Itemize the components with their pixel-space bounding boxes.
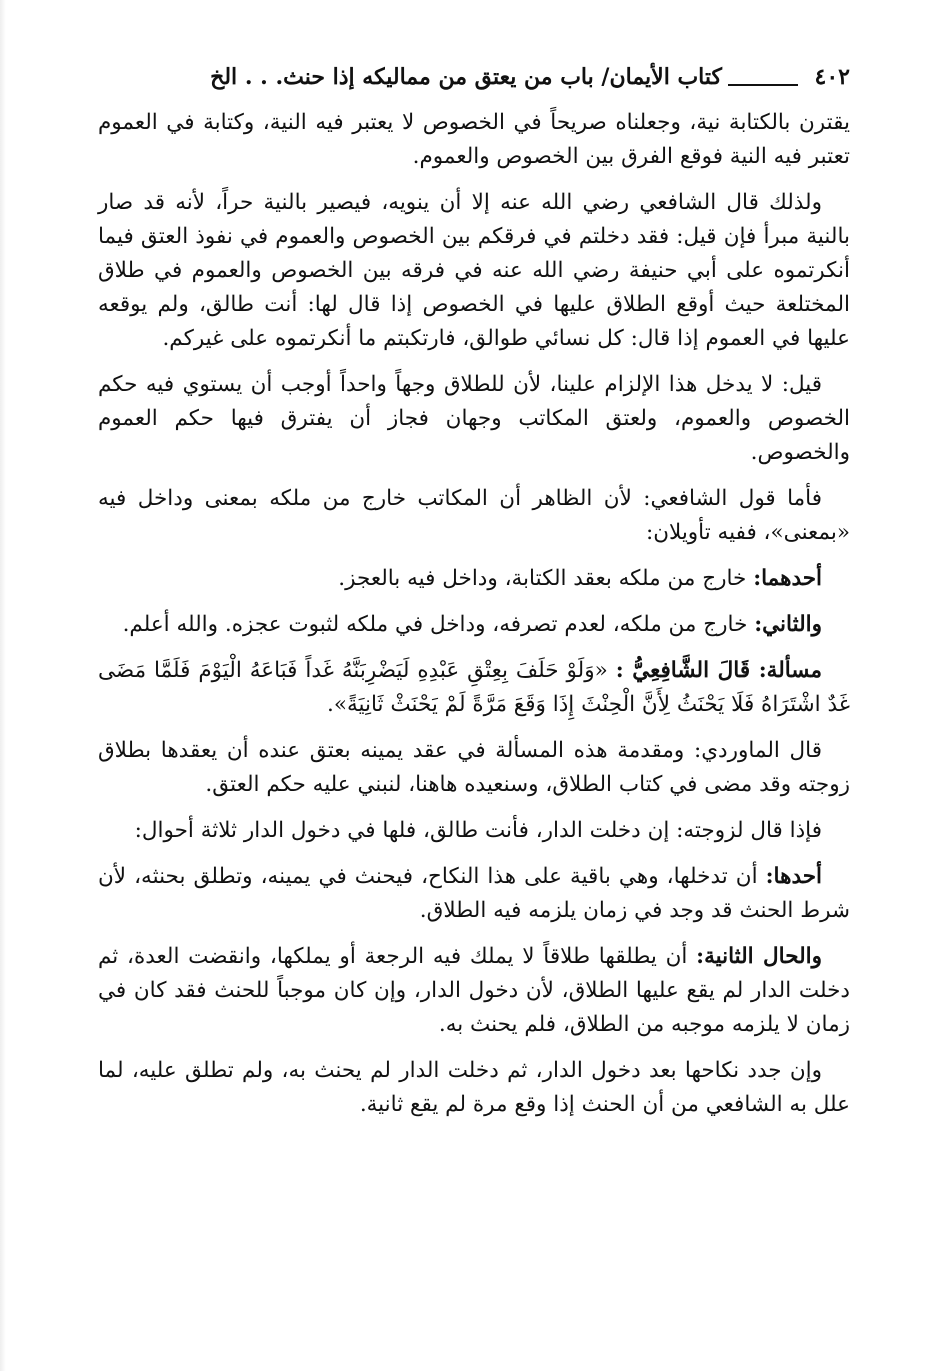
paragraph-text: فإذا قال لزوجته: إن دخلت الدار، فأنت طالق، فلها في دخول الدار ثلاثة أحوال: (134, 818, 822, 843)
paragraph (98, 814, 850, 848)
paragraph (98, 860, 850, 928)
paragraph (98, 186, 850, 356)
paragraph-lead: والحال الثانية: (696, 944, 822, 969)
paragraph (98, 368, 850, 470)
masala-lead: مسألة: قَالَ الشَّافِعِيُّ : (615, 658, 822, 683)
paragraph-lead: والثاني: (754, 612, 822, 637)
paragraph (98, 482, 850, 550)
paragraph-text: وإن جدد نكاحها بعد دخول الدار، ثم دخلت الدار لم يحنث به، ولم تطلق عليه، لما علل به الشافعي من أن الحنث إذا وقع مرة لم يقع ثانية. (98, 1058, 850, 1117)
running-title: كتاب الأيمان/ باب من يعتق من مماليكه إذا حنث. . . الخ (210, 64, 722, 90)
paragraph-text: أن يطلقها طلاقاً لا يملك فيه الرجعة أو يملكها، وانقضت العدة، ثم دخلت الدار لم يقع عليها الطلاق، لأن دخول الدار، وإن كان موجباً للحنث فقد كان في زمان لا يلزمه موجبه من الطلاق، فلم يحنث به. (98, 944, 850, 1037)
paragraph-text: قال الماوردي: ومقدمة هذه المسألة في عقد يمينه بعتق عنده أن يعقدها بطلاق زوجته وقد مضى في كتاب الطلاق، وسنعيده هاهنا، لنبني عليه حكم العتق. (98, 738, 850, 797)
paragraph-text: قيل: لا يدخل هذا الإلزام علينا، لأن للطلاق وجهاً واحداً أوجب أن يستوي فيه حكم الخصوص والعموم، ولعتق المكاتب وجهان فجاز أن يفترق فيها حكم العموم والخصوص. (98, 372, 850, 465)
paragraph (98, 562, 850, 596)
paragraph (98, 608, 850, 642)
paragraph (98, 106, 850, 174)
page-header (95, 60, 850, 100)
paragraph-text: خارج من ملكه بعقد الكتابة، وداخل فيه بالعجز. (338, 566, 754, 591)
header-rule (728, 84, 798, 86)
paragraph-lead: أحدها: (765, 864, 822, 889)
page-number: ٤٠٢ (814, 64, 850, 90)
paragraph (98, 940, 850, 1042)
paragraph-text: أن تدخلها، وهي باقية على هذا النكاح، فيحنث في يمينه، وتطلق بحنثه، لأن شرط الحنث قد وجد في زمان يلزمه فيه الطلاق. (98, 864, 850, 923)
body-text (98, 106, 850, 1134)
paragraph-lead: أحدهما: (753, 566, 822, 591)
page-edge-shadow (0, 0, 6, 1371)
paragraph (98, 1054, 850, 1122)
quran-quote-text: «وَلَوْ حَلَفَ بِعِتْقِ عَبْدِهِ لَيَضْرِبَنَّهُ غَداً فَبَاعَهُ الْيَوْمَ فَلَمَّا مَضَى غَدٌ اشْتَرَاهُ فَلَا يَحْنَثُ لِأَنَّ الْحِنْثَ إِذَا وَقَعَ مَرَّةً لَمْ يَحْنَثْ ثَانِيَةً». (98, 658, 850, 717)
masala-paragraph (98, 654, 850, 722)
paragraph-text: يقترن بالكتابة نية، وجعلناه صريحاً في الخصوص لا يعتبر فيه النية، وكتابة في العموم تعتبر فيه النية فوقع الفرق بين الخصوص والعموم. (98, 110, 850, 169)
paragraph-text: ولذلك قال الشافعي رضي الله عنه إلا أن ينويه، فيصير بالنية حراً، لأنه قد صار بالنية مبرأ فإن قيل: فقد دخلتم في فرقكم بين الخصوص والعموم في نفوذ العتق فيما أنكرتموه على أبي حنيفة رضي الله عنه في فرقه بين الخصوص والعموم في طلاق المختلعة حيث أوقع الطلاق عليها في الخصوص إذا قال لها: أنت طالق، ولم يوقعه عليها في العموم إذا قال: كل نسائي طوالق، فارتكبتم ما أنكرتموه على غيركم. (98, 190, 850, 351)
paragraph-text: خارج من ملكه، لعدم تصرفه، وداخل في ملكه لثبوت عجزه. والله أعلم. (122, 612, 755, 637)
paragraph (98, 734, 850, 802)
paragraph-text: فأما قول الشافعي: لأن الظاهر أن المكاتب خارج من ملكه بمعنى وداخل فيه «بمعنى»، ففيه تأويلان: (98, 486, 850, 545)
